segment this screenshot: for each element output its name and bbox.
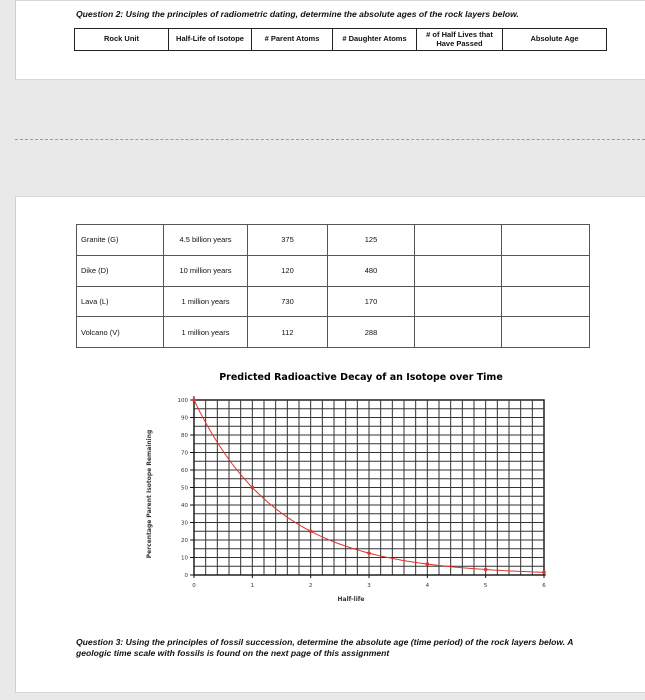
- cell-parent-atoms: 120: [248, 255, 328, 286]
- cell-absolute-age-input[interactable]: [502, 255, 590, 286]
- chart-grid: [194, 400, 544, 575]
- cell-rock-unit: Volcano (V): [77, 317, 164, 348]
- cell-absolute-age-input[interactable]: [502, 225, 590, 256]
- cell-daughter-atoms: 170: [328, 286, 415, 317]
- data-point: [309, 529, 313, 533]
- question-2-prompt: Question 2: Using the principles of radiometric dating, determine the absolute ages of the rock layers below.: [76, 9, 519, 19]
- cell-half-lives-input[interactable]: [415, 255, 502, 286]
- cell-half-lives-input[interactable]: [415, 317, 502, 348]
- x-tick-label: 4: [425, 583, 430, 589]
- cell-half-lives-input[interactable]: [415, 225, 502, 256]
- y-tick-label: 10: [181, 555, 188, 562]
- chart-ticks: [178, 396, 547, 589]
- table-row: [77, 317, 590, 348]
- x-tick-label: 0: [192, 583, 196, 589]
- decay-chart: [141, 372, 546, 612]
- x-tick-label: 3: [367, 583, 371, 589]
- cell-half-life: 1 million years: [164, 317, 248, 348]
- y-tick-label: 100: [177, 398, 188, 404]
- cell-rock-unit: Granite (G): [77, 225, 164, 256]
- cell-daughter-atoms: 125: [328, 225, 415, 256]
- y-tick-label: 0: [184, 573, 188, 579]
- age-table-header: [74, 28, 607, 51]
- table-row: [77, 225, 590, 256]
- y-tick-label: 70: [181, 450, 188, 457]
- y-tick-label: 40: [181, 503, 188, 509]
- data-point: [484, 568, 488, 572]
- cell-rock-unit: Lava (L): [77, 286, 164, 317]
- data-point: [367, 551, 371, 555]
- document-page-2: [15, 196, 645, 693]
- x-tick-label: 2: [308, 583, 313, 589]
- header-half-life: Half-Life of Isotope: [169, 29, 252, 51]
- x-axis-label: Half-life: [337, 596, 365, 603]
- question-3-prompt: Question 3: Using the principles of fossil succession, determine the absolute age (time period) of the rock layers below. A geologic time scale with fossils is found on the next page of this assignment: [76, 637, 574, 658]
- y-tick-label: 20: [181, 538, 188, 544]
- cell-absolute-age-input[interactable]: [502, 317, 590, 348]
- y-tick-label: 60: [181, 468, 188, 474]
- cell-parent-atoms: 375: [248, 225, 328, 256]
- y-axis-label: Percentage Parent Isotope Remaining: [146, 429, 153, 559]
- x-tick-label: 1: [250, 583, 255, 589]
- cell-parent-atoms: 112: [248, 317, 328, 348]
- y-tick-label: 80: [181, 433, 188, 439]
- chart-title: Predicted Radioactive Decay of an Isotope over Time: [219, 372, 503, 383]
- y-tick-label: 50: [181, 485, 188, 492]
- table-row: [77, 255, 590, 286]
- header-parent-atoms: # Parent Atoms: [252, 29, 333, 51]
- data-point: [542, 570, 546, 574]
- age-table-body: [76, 224, 590, 348]
- x-tick-label: 5: [483, 583, 488, 589]
- data-point: [251, 486, 255, 490]
- page-break-divider: [15, 139, 645, 140]
- data-point: [426, 562, 430, 566]
- table-row: [77, 286, 590, 317]
- cell-rock-unit: Dike (D): [77, 255, 164, 286]
- data-point: [192, 398, 196, 402]
- cell-daughter-atoms: 480: [328, 255, 415, 286]
- header-half-lives-passed: # of Half Lives that Have Passed: [417, 29, 503, 51]
- x-tick-label: 6: [542, 583, 546, 589]
- cell-daughter-atoms: 288: [328, 317, 415, 348]
- y-tick-label: 90: [181, 415, 188, 422]
- cell-parent-atoms: 730: [248, 286, 328, 317]
- header-absolute-age: Absolute Age: [503, 29, 607, 51]
- cell-half-life: 1 million years: [164, 286, 248, 317]
- cell-half-life: 4.5 billion years: [164, 225, 248, 256]
- cell-half-lives-input[interactable]: [415, 286, 502, 317]
- header-daughter-atoms: # Daughter Atoms: [333, 29, 417, 51]
- cell-absolute-age-input[interactable]: [502, 286, 590, 317]
- header-rock-unit: Rock Unit: [75, 29, 169, 51]
- cell-half-life: 10 million years: [164, 255, 248, 286]
- y-tick-label: 30: [181, 520, 188, 527]
- document-page-1: [15, 0, 645, 80]
